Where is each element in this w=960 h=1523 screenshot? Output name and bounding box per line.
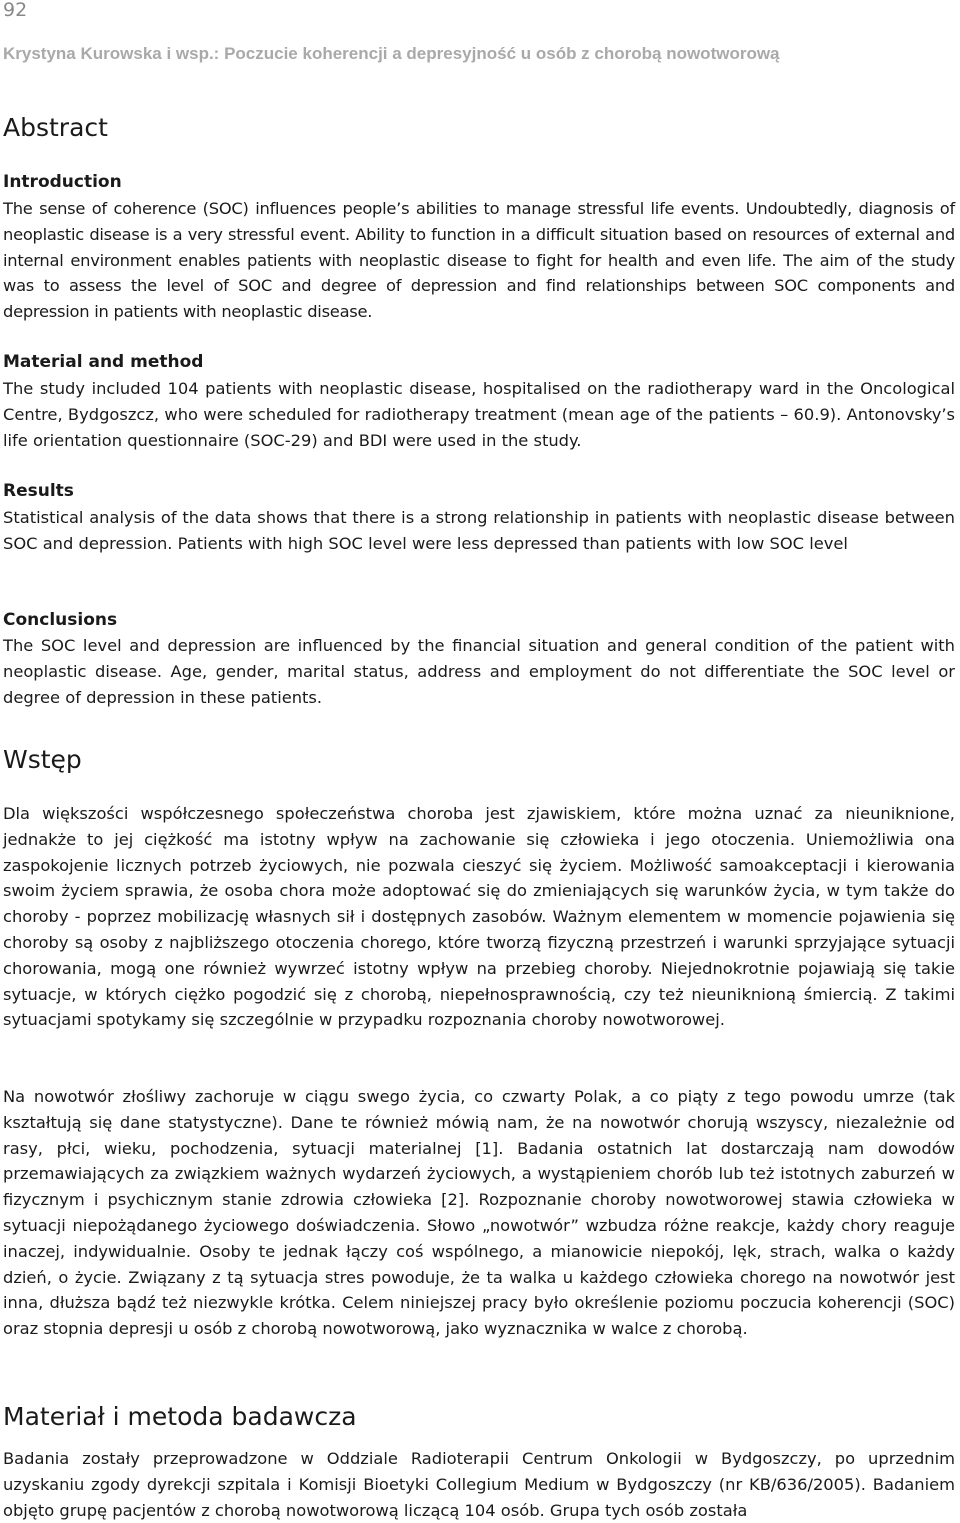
material-method-heading: Material and method — [3, 352, 204, 372]
running-header: Krystyna Kurowska i wsp.: Poczucie koherencji a depresyjność u osób z chorobą nowotworową — [3, 44, 780, 63]
material-method-text: The study included 104 patients with neoplastic disease, hospitalised on the radiotherapy ward in the Oncological Centre, Bydgoszcz, who were scheduled for radiotherapy treatment (mean age of the patients – 60.9). Antonovsky’s life orientation questionnaire (SOC-29) and BDI were used in the study. — [3, 379, 955, 450]
results-heading: Results — [3, 481, 74, 501]
introduction-text: The sense of coherence (SOC) influences people’s abilities to manage stressful life events. Undoubtedly, diagnosis of neoplastic disease is a very stressful event. Ability to function in a difficult situation based on resources of external and internal environment enables patients with neoplastic disease to fight for health and even life. The aim of the study was to assess the level of SOC and degree of depression and find relationships between SOC components and depression in patients with neoplastic disease. — [3, 199, 955, 322]
material-section-text: Badania zostały przeprowadzone w Oddziale Radioterapii Centrum Onkologii w Bydgoszczy, po uprzednim uzyskaniu zgody dyrekcji szpitala i Komisji Bioetyki Collegium Medium w Bydgoszczy (nr KB/636/2005). Badaniem objęto grupę pacjentów z chorobą nowotworową liczącą 104 osób. Grupa tych osób została — [3, 1449, 955, 1520]
page-number: 92 — [3, 0, 28, 21]
results-text: Statistical analysis of the data shows that there is a strong relationship in patients with neoplastic disease between SOC and depression. Patients with high SOC level were less depressed than patients with low SOC level — [3, 508, 955, 553]
abstract-title: Abstract — [3, 113, 108, 142]
wstep-title: Wstęp — [3, 745, 82, 774]
conclusions-text: The SOC level and depression are influenced by the financial situation and general condition of the patient with neoplastic disease. Age, gender, marital status, address and employment do not differentiate the SOC level or degree of depression in these patients. — [3, 636, 955, 707]
wstep-paragraph-1: Dla większości współczesnego społeczeństwa choroba jest zjawiskiem, które można uznać za nieuniknione, jednakże to jej ciężkość ma istotny wpływ na zachowanie się człowieka i jego otoczenia. Uniemożliwia ona zaspokojenie licznych potrzeb życiowych, nie pozwala cieszyć się życiem. Możliwość samoakceptacji i kierowania swoim życiem sprawia, że osoba chora może adoptować się do zmieniających się warunków życia, w tym także do choroby - poprzez mobilizację własnych sił i dostępnych zasobów. Ważnym elementem w momencie pojawienia się choroby są osoby z najbliższego otoczenia chorego, które tworzą fizyczną przestrzeń i warunki sprzyjające sytuacji chorowania, mogą one również wywrzeć istotny wpływ na przebieg choroby. Niejednokrotnie pojawiają się takie sytuacje, w których ciężko pogodzić się z chorobą, niepełnosprawnością, czy też nieuniknioną śmiercią. Z takimi sytuacjami spotykamy się szczególnie w przypadku rozpoznania choroby nowotworowej. — [3, 804, 955, 1030]
wstep-paragraph-2: Na nowotwór złośliwy zachoruje w ciągu swego życia, co czwarty Polak, a co piąty z tego powodu umrze (tak kształtują się dane statystyczne). Dane te również mówią nam, że na nowotwór chorują wszyscy, niezależnie od rasy, płci, wieku, pochodzenia, sytuacji materialnej [1]. Badania ostatnich lat dostarczają nam dowodów przemawiających za związkiem ważnych wydarzeń życiowych, a wystąpieniem chorób lub też istotnych zaburzeń w fizycznym i psychicznym stanie zdrowia człowieka [2]. Rozpoznanie choroby nowotworowej stawia człowieka w sytuacji niepożądanego życiowego doświadczenia. Słowo „nowotwór” wzbudza różne reakcje, każdy chory reaguje inaczej, indywidualnie. Osoby te jednak łączy coś wspólnego, a mianowicie niepokój, lęk, strach, walka o każdy dzień, o życie. Związany z tą sytuacja stres powoduje, że ta walka u każdego człowieka chorego na nowotwór jest inna, dłuższa bądź też niezwykle krótka. Celem niniejszej pracy było określenie poziomu poczucia koherencji (SOC) oraz stopnia depresji u osób z chorobą nowotworową, jako wyznacznika w walce z chorobą. — [3, 1087, 955, 1339]
conclusions-heading: Conclusions — [3, 610, 118, 630]
introduction-heading: Introduction — [3, 172, 122, 192]
material-section-title: Materiał i metoda badawcza — [3, 1402, 357, 1431]
